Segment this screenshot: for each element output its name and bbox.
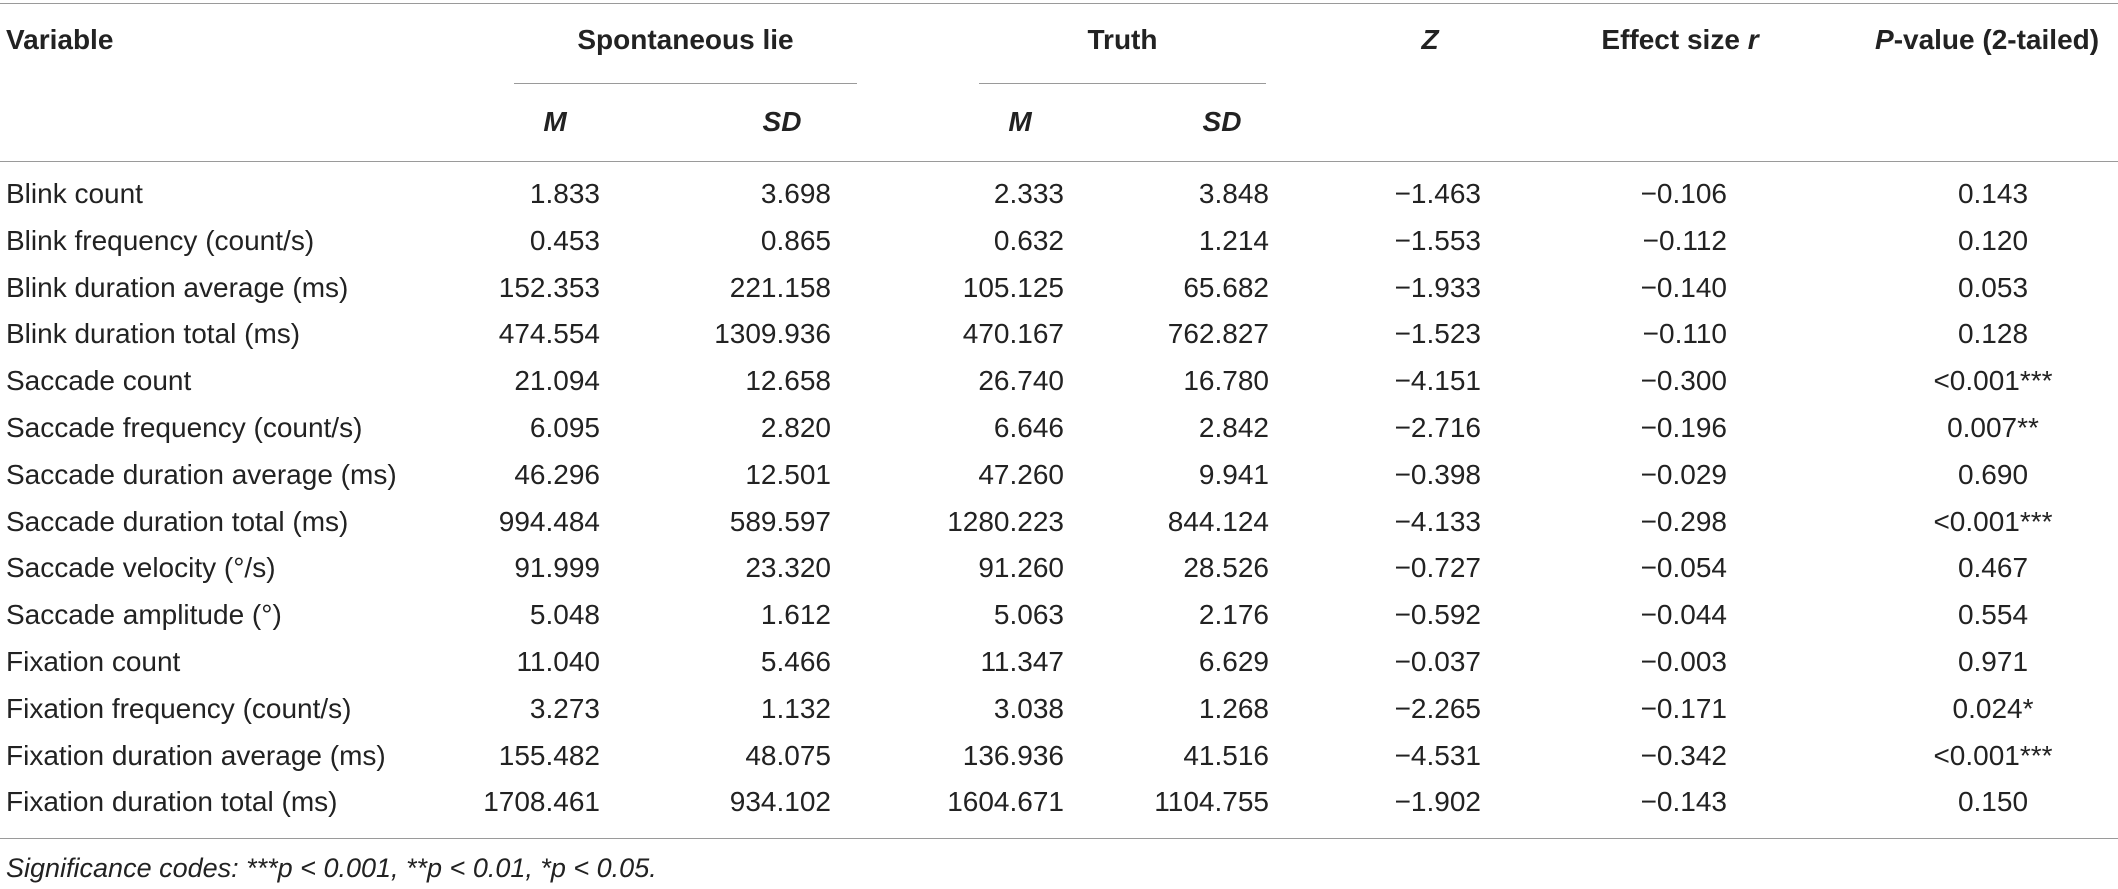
cell-lie-sd: 221.158 — [729, 271, 831, 303]
cell-effect-r: −0.171 — [1640, 692, 1727, 724]
cell-lie-m: 21.094 — [514, 365, 600, 397]
cell-truth-sd: 3.848 — [1198, 178, 1269, 209]
cell-truth-sd: 844.124 — [1167, 505, 1269, 537]
cell-lie-m: 1708.461 — [483, 786, 600, 818]
header-truth-m: M — [1008, 106, 1032, 137]
header-spontaneous-lie: Spontaneous lie — [577, 24, 794, 55]
cell-effect-r: −0.140 — [1640, 271, 1727, 303]
header-truth: Truth — [1087, 24, 1158, 55]
cell-z: −4.151 — [1394, 365, 1481, 397]
cell-lie-sd: 2.820 — [760, 412, 831, 443]
cell-variable: Fixation count — [6, 646, 181, 677]
header-truth-sd: SD — [1202, 106, 1242, 137]
cell-z: −2.265 — [1394, 692, 1481, 724]
table-bottom-rule — [0, 838, 2118, 839]
cell-p-value: 0.554 — [1957, 599, 2029, 631]
cell-p-value: <0.001*** — [1933, 739, 2053, 771]
lie-group-underline — [514, 83, 857, 84]
cell-truth-m: 1280.223 — [947, 505, 1064, 537]
cell-effect-r: −0.029 — [1640, 458, 1727, 490]
cell-lie-sd: 1309.936 — [714, 318, 831, 350]
cell-p-value: 0.120 — [1957, 224, 2029, 256]
cell-z: −0.037 — [1394, 646, 1481, 677]
cell-truth-m: 91.260 — [978, 552, 1064, 584]
cell-truth-sd: 28.526 — [1183, 552, 1269, 584]
cell-lie-m: 6.095 — [529, 412, 600, 443]
cell-p-value: 0.024* — [1952, 692, 2034, 724]
cell-z: −0.592 — [1394, 599, 1481, 631]
footnote: Significance codes: ***p < 0.001, **p < 0.01, *p < 0.05. — [6, 853, 657, 883]
cell-p-value: 0.971 — [1957, 646, 2029, 677]
header-bottom-rule — [0, 161, 2118, 162]
cell-z: −1.933 — [1394, 271, 1481, 303]
cell-z: −1.523 — [1394, 318, 1481, 350]
cell-truth-m: 105.125 — [962, 271, 1064, 303]
header-lie-m: M — [543, 106, 567, 137]
cell-z: −4.531 — [1394, 739, 1481, 771]
cell-truth-m: 470.167 — [962, 318, 1064, 350]
cell-effect-r: −0.342 — [1640, 739, 1727, 771]
cell-truth-sd: 762.827 — [1167, 318, 1269, 350]
cell-truth-sd: 1104.755 — [1154, 786, 1269, 818]
cell-lie-sd: 3.698 — [760, 178, 831, 209]
cell-p-value: 0.467 — [1957, 552, 2029, 584]
cell-truth-m: 11.347 — [980, 646, 1064, 677]
cell-z: −1.902 — [1394, 786, 1481, 818]
truth-group-underline — [979, 83, 1266, 84]
cell-truth-m: 0.632 — [993, 224, 1064, 256]
cell-variable: Fixation frequency (count/s) — [6, 692, 352, 724]
cell-lie-m: 155.482 — [498, 739, 600, 771]
cell-truth-m: 5.063 — [993, 599, 1064, 631]
cell-truth-m: 3.038 — [993, 692, 1064, 724]
cell-lie-m: 5.048 — [529, 599, 600, 631]
cell-truth-m: 136.936 — [962, 739, 1064, 771]
cell-lie-m: 3.273 — [529, 692, 600, 724]
cell-lie-sd: 48.075 — [745, 739, 831, 771]
cell-truth-sd: 41.516 — [1183, 739, 1269, 771]
cell-truth-m: 6.646 — [993, 412, 1064, 443]
header-p-value: P-value (2-tailed) — [1875, 24, 2100, 55]
cell-p-value: <0.001*** — [1933, 505, 2053, 537]
cell-truth-m: 1604.671 — [947, 786, 1064, 818]
cell-truth-sd: 2.176 — [1198, 599, 1269, 631]
cell-lie-m: 46.296 — [514, 458, 600, 490]
cell-p-value: 0.053 — [1957, 271, 2029, 303]
cell-variable: Saccade velocity (°/s) — [6, 552, 276, 584]
cell-z: −4.133 — [1394, 505, 1481, 537]
cell-effect-r: −0.298 — [1640, 505, 1727, 537]
cell-truth-sd: 1.268 — [1198, 692, 1269, 724]
cell-lie-m: 0.453 — [529, 224, 600, 256]
cell-lie-sd: 934.102 — [729, 786, 831, 818]
cell-p-value: 0.150 — [1957, 786, 2029, 818]
cell-lie-sd: 5.466 — [760, 646, 831, 677]
cell-variable: Blink duration average (ms) — [6, 271, 349, 303]
cell-effect-r: −0.110 — [1642, 318, 1727, 350]
header-z: Z — [1421, 24, 1439, 55]
cell-lie-m: 91.999 — [514, 552, 600, 584]
cell-truth-sd: 16.780 — [1183, 365, 1269, 397]
cell-effect-r: −0.044 — [1640, 599, 1727, 631]
cell-variable: Blink duration total (ms) — [6, 318, 301, 350]
cell-truth-sd: 6.629 — [1198, 646, 1269, 677]
cell-z: −0.727 — [1394, 552, 1481, 584]
cell-truth-sd: 65.682 — [1183, 271, 1269, 303]
cell-lie-sd: 0.865 — [760, 224, 831, 256]
cell-effect-r: −0.196 — [1640, 412, 1727, 443]
cell-lie-sd: 12.501 — [745, 458, 831, 490]
cell-truth-m: 2.333 — [993, 178, 1064, 209]
cell-variable: Fixation duration average (ms) — [6, 739, 386, 771]
cell-lie-sd: 1.612 — [760, 599, 831, 631]
cell-lie-m: 11.040 — [516, 646, 600, 677]
cell-p-value: 0.143 — [1957, 178, 2029, 209]
cell-effect-r: −0.054 — [1640, 552, 1727, 584]
cell-truth-m: 47.260 — [978, 458, 1064, 490]
cell-variable: Saccade duration total (ms) — [6, 505, 349, 537]
cell-truth-sd: 9.941 — [1198, 458, 1269, 490]
cell-effect-r: −0.300 — [1640, 365, 1727, 397]
cell-z: −1.463 — [1394, 178, 1481, 209]
cell-effect-r: −0.112 — [1642, 224, 1727, 256]
header-variable: Variable — [6, 24, 114, 55]
cell-lie-m: 1.833 — [529, 178, 600, 209]
cell-lie-m: 994.484 — [498, 505, 600, 537]
cell-p-value: 0.007** — [1947, 412, 2039, 443]
cell-truth-sd: 2.842 — [1198, 412, 1269, 443]
cell-variable: Saccade amplitude (°) — [6, 599, 282, 631]
cell-p-value: 0.690 — [1957, 458, 2029, 490]
cell-lie-m: 152.353 — [498, 271, 600, 303]
cell-p-value: <0.001*** — [1933, 365, 2053, 397]
cell-effect-r: −0.003 — [1640, 646, 1727, 677]
cell-truth-m: 26.740 — [978, 365, 1064, 397]
cell-lie-sd: 589.597 — [729, 505, 831, 537]
cell-variable: Blink frequency (count/s) — [6, 224, 315, 256]
cell-effect-r: −0.106 — [1640, 178, 1727, 209]
table-top-rule — [0, 3, 2118, 4]
cell-p-value: 0.128 — [1957, 318, 2029, 350]
header-lie-sd: SD — [762, 106, 802, 137]
cell-z: −1.553 — [1394, 224, 1481, 256]
cell-lie-sd: 1.132 — [760, 692, 831, 724]
cell-z: −2.716 — [1394, 412, 1481, 443]
cell-variable: Saccade count — [6, 365, 192, 397]
cell-z: −0.398 — [1394, 458, 1481, 490]
cell-variable: Saccade frequency (count/s) — [6, 412, 363, 443]
cell-truth-sd: 1.214 — [1198, 224, 1269, 256]
cell-lie-sd: 23.320 — [745, 552, 831, 584]
cell-effect-r: −0.143 — [1640, 786, 1727, 818]
cell-variable: Blink count — [6, 178, 143, 209]
cell-variable: Saccade duration average (ms) — [6, 458, 397, 490]
cell-lie-m: 474.554 — [498, 318, 600, 350]
cell-variable: Fixation duration total (ms) — [6, 786, 338, 818]
cell-lie-sd: 12.658 — [745, 365, 831, 397]
header-effect-size: Effect size r — [1601, 24, 1759, 55]
